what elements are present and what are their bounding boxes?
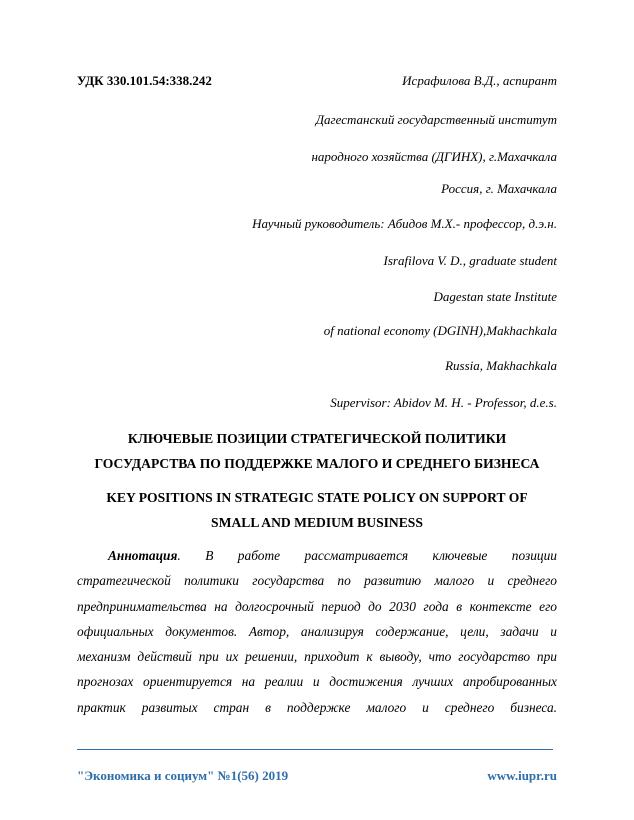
- title-english: [60, 485, 574, 535]
- author-line: Россия, г. Махачкала: [441, 181, 557, 196]
- author-line: of national economy (DGINH),Makhachkala: [323, 323, 557, 338]
- author-line: Дагестанский государственный институт: [315, 112, 557, 127]
- author-line: Russia, Makhachkala: [445, 358, 557, 373]
- title-line: SMALL AND MEDIUM BUSINESS: [211, 515, 423, 530]
- abstract-line: [77, 543, 557, 568]
- abstract-text: . В работе рассматривается ключевые позиции: [177, 548, 557, 563]
- author-line: Israfilova V. D., graduate student: [383, 253, 557, 268]
- abstract-line: официальных документов. Автор, анализируя содержание, цели, задачи и: [77, 623, 557, 639]
- udk-code: УДК 330.101.54:338.242: [77, 73, 212, 88]
- title-line: KEY POSITIONS IN STRATEGIC STATE POLICY ON SUPPORT OF: [106, 490, 528, 505]
- title-line: ГОСУДАРСТВА ПО ПОДДЕРЖКЕ МАЛОГО И СРЕДНЕГО БИЗНЕСА: [94, 456, 540, 471]
- journal-citation: "Экономика и социум" №1(56) 2019: [77, 768, 289, 783]
- abstract-line: предпринимательства на долгосрочный период до 2030 года в контексте его: [77, 598, 557, 614]
- author-line: Supervisor: Abidov M. H. - Professor, d.e.s.: [330, 395, 557, 410]
- author-line: Научный руководитель: Абидов М.Х.- профессор, д.э.н.: [252, 216, 557, 231]
- author-line: Dagestan state Institute: [433, 289, 557, 304]
- abstract-line: стратегической политики государства по развитию малого и среднего: [77, 573, 557, 589]
- title-line: КЛЮЧЕВЫЕ ПОЗИЦИИ СТРАТЕГИЧЕСКОЙ ПОЛИТИКИ: [127, 431, 507, 446]
- journal-website[interactable]: www.iupr.ru: [487, 768, 557, 783]
- footer-divider: [77, 749, 553, 750]
- abstract: [77, 543, 557, 720]
- abstract-label: Аннотация: [108, 548, 178, 563]
- abstract-line: механизм действий при их решении, приходит к выводу, что государство при: [77, 649, 557, 665]
- author-line: Исрафилова В.Д., аспирант: [402, 73, 557, 88]
- title-russian: [60, 426, 574, 476]
- abstract-line: прогнозах ориентируется на реалии и достижения лучших апробированных: [77, 674, 557, 690]
- abstract-line: практик развитых стран в поддержке малого и среднего бизнеса.: [77, 699, 557, 715]
- author-line: народного хозяйства (ДГИНХ), г.Махачкала: [311, 149, 557, 164]
